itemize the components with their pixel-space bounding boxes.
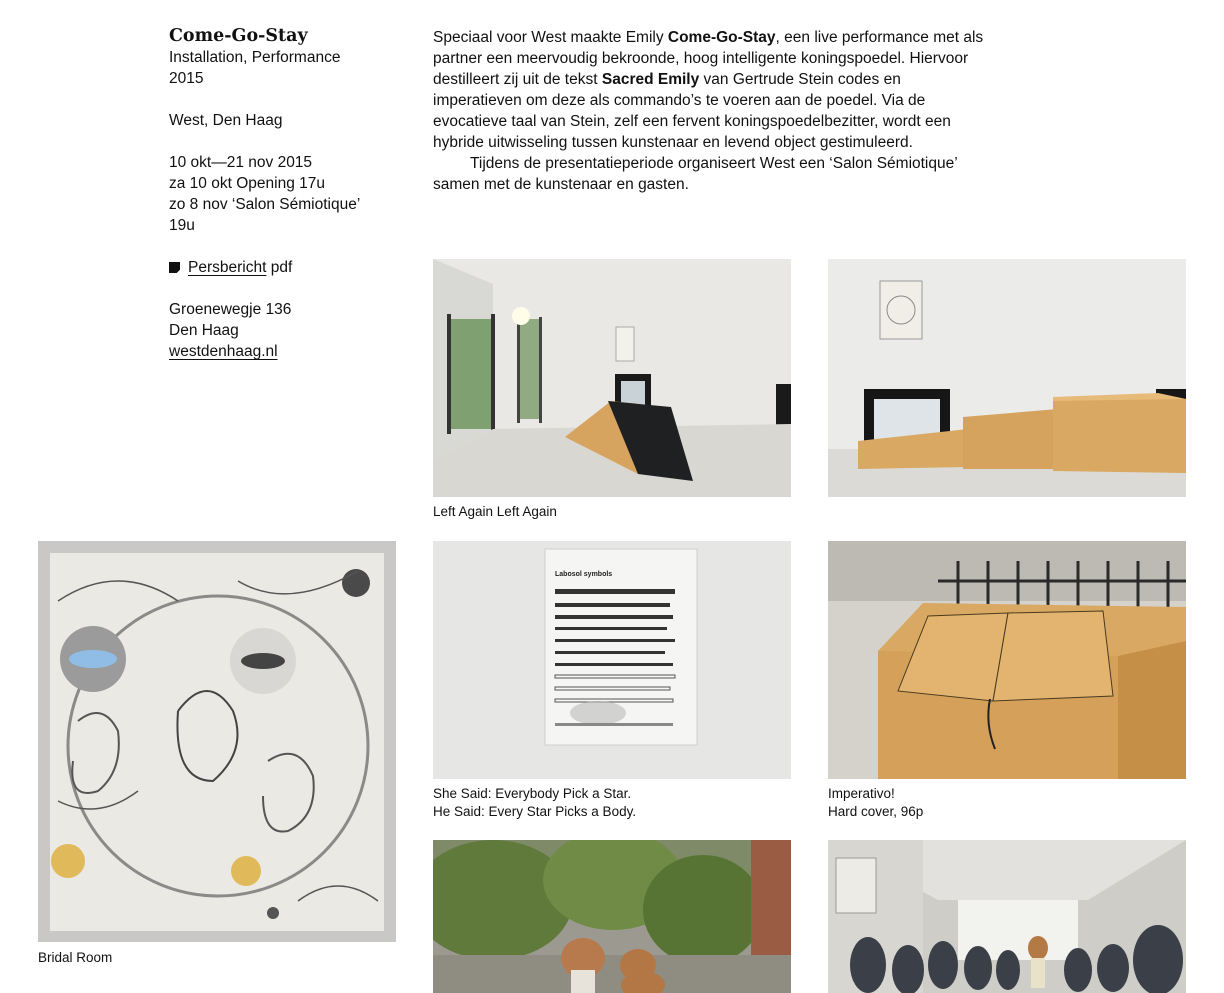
project-dates: 10 okt—21 nov 2015 — [169, 154, 313, 171]
caption-book-line-2: Hard cover, 96p — [828, 804, 924, 819]
project-venue: West, Den Haag — [169, 112, 283, 129]
caption-star-chart — [433, 785, 636, 821]
project-type: Installation, Performance — [169, 49, 341, 66]
image-performance-audience[interactable] — [828, 840, 1186, 993]
project-title: Come-Go-Stay — [169, 26, 308, 46]
intro-text-p2: Tijdens de presentatieperiode organiseert West een ‘Salon Sémiotique’ samen met de kunstenaar en gasten. — [433, 155, 958, 193]
salon-line: zo 8 nov ‘Salon Sémiotique’ — [169, 196, 361, 213]
intro-text-c: , een live performance met als partner een meervoudig bekroonde, hoog intelligente koningspoedel. Hiervoor destilleert zij uit de tekst — [433, 29, 984, 88]
caption-bridal-room: Bridal Room — [38, 950, 113, 965]
salon-time: 19u — [169, 217, 195, 234]
image-garden-poodle[interactable] — [433, 840, 791, 993]
intro-bold-title: Come-Go-Stay — [667, 29, 776, 46]
pdf-icon — [169, 262, 180, 273]
caption-book — [828, 785, 923, 821]
image-ramp-installation[interactable] — [433, 259, 791, 497]
press-release — [169, 257, 399, 278]
image-book-imperativo[interactable] — [828, 541, 1186, 779]
intro-bold-sacred-emily: Sacred Emily — [601, 71, 700, 88]
poster-header: Labosol symbols — [555, 571, 613, 578]
caption-star-line-2: He Said: Every Star Picks a Body. — [433, 804, 637, 819]
caption-ramp: Left Again Left Again — [433, 504, 557, 519]
image-steps-installation[interactable] — [828, 259, 1186, 497]
opening-line: za 10 okt Opening 17u — [169, 175, 325, 192]
intro-text-e: van Gertrude Stein codes en imperatieven om deze als commando’s te voeren aan de poedel. Via de evocatieve taal van Stein, zelf een fervent koningspoedelbezitter, wordt een hybride uitwisseling tussen kunstenaar en levend object gestimuleerd. — [433, 71, 951, 151]
press-release-link[interactable]: Persbericht — [188, 259, 267, 276]
project-info — [169, 25, 399, 362]
project-year: 2015 — [169, 70, 204, 87]
caption-book-line-1: Imperativo! — [828, 786, 895, 801]
image-bridal-room-drawing[interactable] — [38, 541, 396, 942]
intro-text — [433, 27, 993, 195]
address-city: Den Haag — [169, 322, 239, 339]
intro-paragraph-2 — [433, 153, 993, 195]
image-star-chart[interactable] — [433, 541, 791, 779]
caption-star-line-1: She Said: Everybody Pick a Star. — [433, 786, 632, 801]
press-release-suffix: pdf — [266, 259, 293, 276]
intro-text-a: Speciaal voor West maakte Emily — [433, 29, 668, 46]
website-link[interactable]: westdenhaag.nl — [169, 343, 278, 360]
intro-paragraph-1 — [433, 27, 993, 153]
address-street: Groenewegje 136 — [169, 301, 292, 318]
